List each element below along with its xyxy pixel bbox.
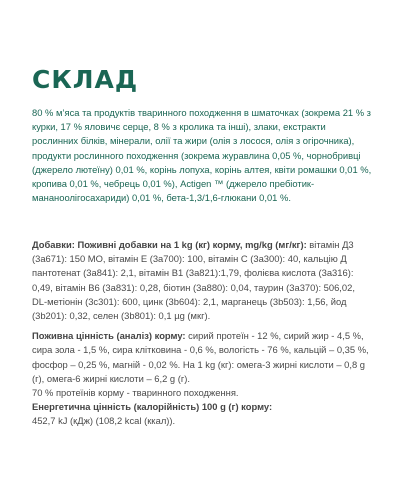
energy-label-line	[32, 400, 372, 414]
details-block	[32, 238, 372, 429]
nutrition-text: сирий протеїн - 12 %, сирий жир - 4,5 %, сира зола - 1,5 %, сира клітковина - 0,6 %, вологість - 76 %, кальцій – 0,35 %, фосфор – 0,25 %, магній - 0,02 %. На 1 kg (кг): омега-3 жирні кислоти – 0,8 g (г), омега-6 жирні кислоти – 6,2 g (г).	[32, 330, 369, 384]
protein-note: 70 % протеїнів корму - тваринного походження.	[32, 387, 239, 399]
composition-text: 80 % м’яса та продуктів тваринного походження в шматочках (зокрема 21 % з курки, 17 % яловичє серце, 8 % з кролика та інші), злаки, екстракти рослинних білків, мінерали, олії та жири (олія з лосося, олія з огірочника), продукти рослинного походження (зокрема журавлина 0,05 %, чорнобривці (джерело лютеїну) 0,01 %, корінь лопуха, корінь алтея, квіти ромашки 0,01 %, кропива 0,01 %, чебрець 0,01 %), Actigen ™ (джерело пребіотик-мананоолігосахариди) 0,01 %, бета-1,3/1,6-глюкани 0,01 %.	[32, 107, 372, 204]
nutrition-paragraph	[32, 329, 372, 386]
additives-paragraph	[32, 238, 372, 323]
additives-text: вітамін Д3 (3a671): 150 МО, вітамін Е (3a700): 100, вітамін С (3a300): 40, кальцію Д пантотенат (3a841): 2,1, вітамін В1 (3a821):1,79, фолієва кислота (3a316): 0,49, вітамін В6 (3a831): 0,28, біотин (3a880): 0,04, таурин (3a370): 506,02, DL-метіонін (3c301): 600, цинк (3b604): 2,1, марганець (3b503): 1,56, йод (3b201): 0,32, селен (3b801): 0,1 µg (мкг).	[32, 239, 355, 322]
additives-label: Добавки: Поживні добавки на 1 kg (кг) корму, mg/kg (мг/кг):	[32, 239, 307, 250]
energy-label: Енергетична цінність (калорійність) 100 g (г) корму:	[32, 401, 273, 413]
page-title: СКЛАД	[32, 65, 139, 94]
nutrition-label: Поживна цінність (аналіз) корму:	[32, 330, 186, 342]
energy-value: 452,7 kJ (кДж) (108,2 kcal (ккал)).	[32, 415, 176, 427]
